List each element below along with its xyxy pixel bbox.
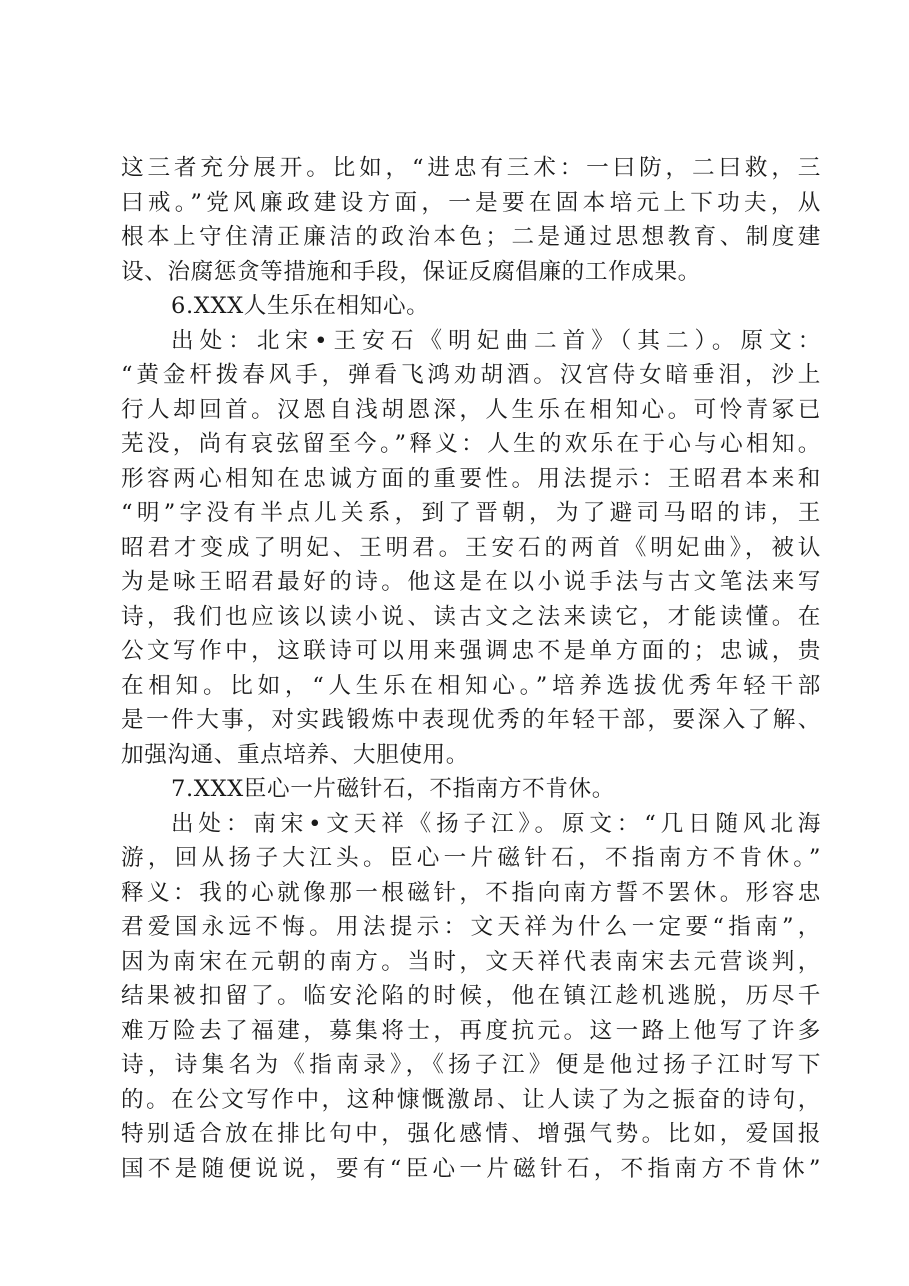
text-line: 设、治腐惩贪等措施和手段，保证反腐倡廉的工作成果。 (121, 258, 701, 285)
text-line: 为是咏王昭君最好的诗。他这是在以小说手法与古文笔法来写 (121, 569, 821, 595)
text-line: 释义：我的心就像那一根磁针，不指向南方誓不罢休。形容忠 (121, 879, 821, 906)
text-line: 根本上守住清正廉洁的政治本色；二是通过思想教育、制度建 (121, 224, 821, 250)
text-line: 7.XXX臣心一片磁针石，不指南方不肯休。 (171, 776, 615, 802)
text-line: “黄金杆拨春风手，弹看飞鸿劝胡酒。汉宫侍女暗垂泪，沙上 (121, 362, 821, 388)
text-line: 在相知。比如，“人生乐在相知心。”培养选拔优秀年轻干部 (121, 672, 821, 699)
body-text (121, 151, 821, 1186)
text-line: 曰戒。”党风廉政建设方面，一是要在固本培元上下功夫，从 (121, 189, 821, 216)
text-line: “明”字没有半点儿关系，到了晋朝，为了避司马昭的讳，王 (121, 500, 821, 526)
text-line: 加强沟通、重点培养、大胆使用。 (121, 741, 469, 768)
text-line: 诗，我们也应该以读小说、读古文之法来读它，才能读懂。在 (121, 603, 821, 630)
text-line: 是一件大事，对实践锻炼中表现优秀的年轻干部，要深入了解、 (121, 707, 821, 733)
text-line: 芜没，尚有哀弦留至今。”释义：人生的欢乐在于心与心相知。 (121, 431, 821, 457)
text-line: 因为南宋在元朝的南方。当时，文天祥代表南宋去元营谈判， (121, 948, 821, 975)
text-line: 公文写作中，这联诗可以用来强调忠不是单方面的；忠诚，贵 (121, 638, 821, 664)
text-line: 的。在公文写作中，这种慷慨激昂、让人读了为之振奋的诗句， (121, 1086, 821, 1113)
text-line: 特别适合放在排比句中，强化感情、增强气势。比如，爱国报 (121, 1121, 821, 1147)
text-line: 诗，诗集名为《指南录》，《扬子江》便是他过扬子江时写下 (121, 1052, 821, 1078)
text-line: 行人却回首。汉恩自浅胡恩深，人生乐在相知心。可怜青冢已 (121, 396, 821, 423)
text-line: 昭君才变成了明妃、王明君。王安石的两首《明妃曲》，被认 (121, 534, 821, 561)
text-line: 结果被扣留了。临安沦陷的时候，他在镇江趁机逃脱，历尽千 (121, 983, 821, 1009)
text-line: 国不是随便说说，要有“臣心一片磁针石，不指南方不肯休” (121, 1155, 821, 1182)
text-line: 出处：北宋•王安石《明妃曲二首》（其二）。原文： (171, 327, 821, 354)
text-line: 形容两心相知在忠诚方面的重要性。用法提示：王昭君本来和 (121, 465, 821, 492)
text-line: 6.XXX人生乐在相知心。 (171, 293, 430, 319)
text-line: 游，回从扬子大江头。臣心一片磁针石，不指南方不肯休。” (121, 845, 821, 871)
text-line: 出处：南宋•文天祥《扬子江》。原文：“几日随风北海 (171, 810, 821, 837)
text-line: 这三者充分展开。比如，“进忠有三术：一曰防，二曰救，三 (121, 155, 821, 181)
text-line: 难万险去了福建，募集将士，再度抗元。这一路上他写了许多 (121, 1017, 821, 1044)
text-line: 君爱国永远不悔。用法提示：文天祥为什么一定要“指南”， (121, 914, 821, 940)
